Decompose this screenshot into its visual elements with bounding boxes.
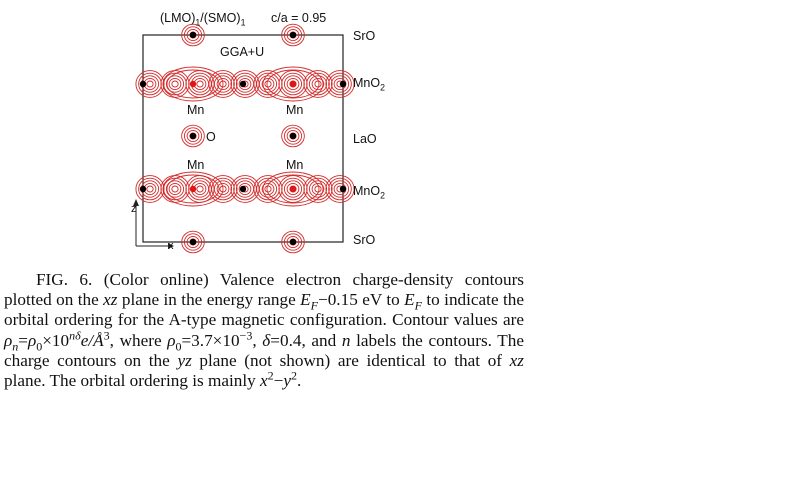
method-label: GGA+U — [220, 45, 265, 59]
atom-label-mn-lower-left: Mn — [187, 158, 205, 172]
mn-atom — [290, 81, 296, 87]
ratio-label: c/a = 0.95 — [271, 11, 327, 25]
contour-lobe — [197, 186, 203, 192]
oxygen-atom — [190, 133, 196, 139]
contour-lobe — [147, 81, 153, 87]
layer-label-lao: LaO — [353, 132, 377, 146]
oxygen-atom — [290, 133, 296, 139]
layer-label-mno2-top: MnO$_2$ — [353, 76, 385, 93]
z-axis-label: z — [131, 203, 137, 215]
figure-caption — [4, 270, 524, 391]
atom-label-mn-upper-left: Mn — [187, 103, 205, 117]
x-axis-label: x — [168, 240, 174, 252]
oxygen-atom — [140, 81, 146, 87]
contour-lobe — [315, 186, 321, 192]
sro-atom — [290, 239, 296, 245]
contour-lobe — [161, 71, 189, 98]
layer-label-sro-top: SrO — [353, 29, 376, 43]
structure-header — [160, 11, 246, 28]
atom-label-mn-lower-right: Mn — [286, 158, 304, 172]
contour-lobe — [172, 81, 178, 87]
contour-lobe — [172, 186, 178, 192]
contour-lobe — [147, 186, 153, 192]
caption-text: FIG. 6. (Color online) Valence electron charge-density contours plotted on the xz plane in the energy range $E_F-0.15$ eV to $E_F$ to indicate the orbital ordering for the A-type magnetic configuration. Contour values are $\rho_n=\rho_0\times 10^{n\delta}e/Å^3$, where $\rho_0=3.7\times 10^{-3}$, δ=0.4, and n labels the contours. The charge contours on the yz plane (not shown) are identical to that of xz plane. The orbital ordering is mainly $x^2-y^2$. — [4, 270, 524, 391]
layer-label-sro-bottom: SrO — [353, 233, 376, 247]
header-structure: (LMO) — [160, 11, 196, 25]
oxygen-atom — [340, 81, 346, 87]
contour-lobe — [169, 78, 181, 89]
contour-lobe — [265, 186, 271, 192]
contour-lobe — [257, 73, 280, 95]
layer-label-mno2-bottom: MnO$_2$ — [353, 184, 385, 201]
contour-lobe — [161, 176, 189, 203]
sro-atom — [190, 239, 196, 245]
contour-lobe — [315, 81, 321, 87]
oxygen-atom — [340, 186, 346, 192]
atom-layer — [140, 32, 346, 245]
mn-atom — [290, 186, 296, 192]
contour-lobe — [265, 81, 271, 87]
plot-frame — [143, 35, 343, 242]
contour-lobe — [197, 81, 203, 87]
sro-atom — [290, 32, 296, 38]
sro-atom — [190, 32, 196, 38]
mn-atom — [190, 186, 196, 192]
header-subscript-2: 1 — [240, 17, 246, 28]
contour-lobe — [169, 183, 181, 194]
atom-label-mn-upper-right: Mn — [286, 103, 304, 117]
caption-label: FIG. 6. — [36, 270, 93, 289]
header-subscript-1: 1 — [195, 17, 201, 28]
atom-label-o-middle: O — [206, 130, 216, 144]
contour-lobe — [257, 178, 280, 200]
oxygen-atom — [240, 81, 246, 87]
oxygen-atom — [240, 186, 246, 192]
header-mid: /(SMO) — [200, 11, 241, 25]
mn-atom — [190, 81, 196, 87]
oxygen-atom — [140, 186, 146, 192]
